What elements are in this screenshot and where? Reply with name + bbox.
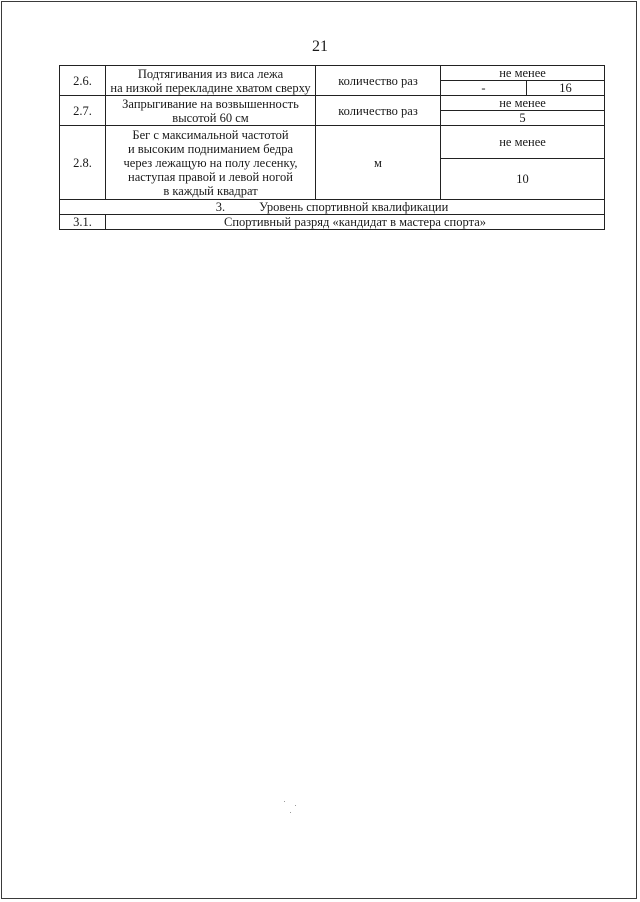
exercise-name [106, 96, 316, 126]
exercise-name [106, 126, 316, 200]
requirement-cell: не менее [441, 96, 605, 111]
exercise-line: на низкой перекладине хватом сверху [110, 80, 311, 95]
page-number: 21 [312, 38, 328, 55]
section-heading [60, 200, 605, 215]
row-text: Спортивный разряд «кандидат в мастера спорта» [106, 215, 605, 230]
scan-speck [284, 801, 285, 802]
exercise-line: Подтягивания из виса лежа [137, 66, 284, 81]
row-number: 2.7. [60, 96, 106, 126]
table-row [60, 126, 605, 159]
row-number: 3.1. [60, 215, 106, 230]
unit-cell: м [316, 126, 441, 200]
exercise-line: высотой 60 см [172, 110, 249, 125]
section-title: Уровень спортивной квалификации [259, 200, 449, 214]
table-row [60, 66, 605, 81]
exercise-line: Бег с максимальной частотой [132, 127, 289, 142]
row-number: 2.8. [60, 126, 106, 200]
value-cell: - [441, 81, 527, 96]
table-row [60, 96, 605, 111]
exercise-line: Запрыгивание на возвышенность [122, 96, 299, 111]
value-cell: 10 [441, 159, 605, 200]
table-row [60, 215, 605, 230]
section-number: 3. [215, 200, 226, 214]
standards-table [59, 65, 605, 230]
scan-speck [290, 812, 291, 813]
exercise-name [106, 66, 316, 96]
value-cell: 16 [527, 81, 605, 96]
unit-cell: количество раз [316, 66, 441, 96]
scan-speck [295, 805, 296, 806]
row-number: 2.6. [60, 66, 106, 96]
exercise-line: в каждый квадрат [163, 183, 258, 198]
section-row [60, 200, 605, 215]
value-cell: 5 [441, 111, 605, 126]
requirement-cell: не менее [441, 126, 605, 159]
exercise-line: наступая правой и левой ногой [128, 169, 293, 184]
exercise-line: через лежащую на полу лесенку, [123, 155, 298, 170]
requirement-cell: не менее [441, 66, 605, 81]
unit-cell: количество раз [316, 96, 441, 126]
exercise-line: и высоким подниманием бедра [127, 141, 294, 156]
